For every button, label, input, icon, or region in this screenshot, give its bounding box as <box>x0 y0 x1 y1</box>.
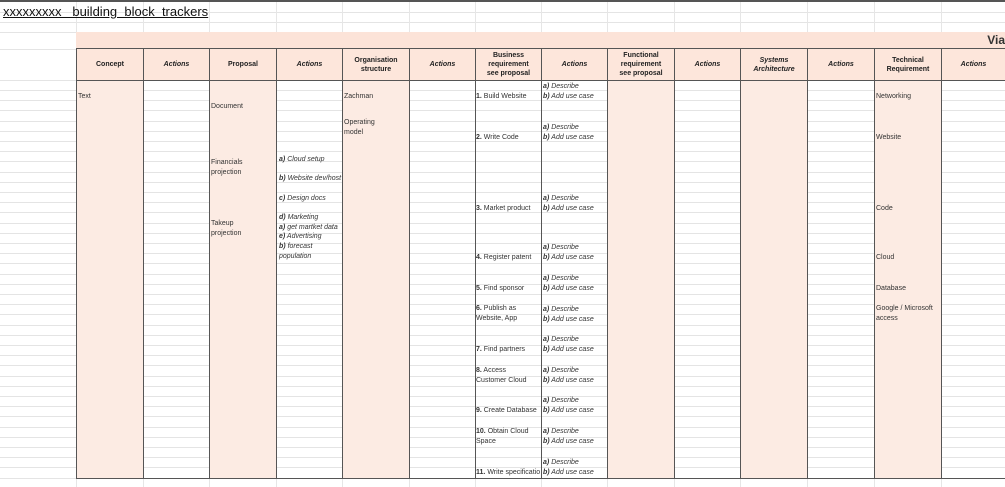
business-requirement-item[interactable]: 4. Register patent <box>476 254 532 261</box>
business-requirement-actions[interactable] <box>543 366 607 385</box>
action-item: a) Describe <box>543 124 579 131</box>
header-actions[interactable]: Actions <box>674 49 740 80</box>
action-item: a) Describe <box>543 306 579 313</box>
column-border <box>143 49 144 478</box>
technical-website[interactable]: Website <box>876 134 902 141</box>
action-item: b) Add use case <box>543 133 594 141</box>
header-actions[interactable]: Actions <box>807 49 874 80</box>
action-item: b) Add use case <box>543 92 594 100</box>
row-gridline <box>0 202 1005 203</box>
action-item: a) Describe <box>543 428 579 435</box>
header-business[interactable]: Business requirement see proposal <box>475 49 541 80</box>
action-item: a) Describe <box>543 195 579 202</box>
column-border <box>740 49 741 478</box>
technical-networking[interactable]: Networking <box>876 93 912 100</box>
row-gridline <box>0 274 1005 275</box>
row-gridline <box>0 416 1005 417</box>
row-gridline <box>0 396 1005 397</box>
header-systems[interactable]: Systems Architecture <box>740 49 807 80</box>
column-border <box>674 49 675 478</box>
header-proposal[interactable]: Proposal <box>209 49 276 80</box>
action-item: a) Describe <box>543 244 579 251</box>
business-requirement-item[interactable]: 1. Build Website <box>476 93 527 100</box>
business-requirement-item[interactable]: 3. Market product <box>476 205 531 212</box>
business-requirement-actions[interactable] <box>543 335 607 354</box>
action-item: b) Add use case <box>543 376 594 384</box>
header-technical[interactable]: Technical Requirement <box>874 49 941 80</box>
action-item: b) Add use case <box>543 406 594 414</box>
column-border <box>807 49 808 478</box>
proposal-document[interactable]: Document <box>211 103 243 110</box>
action-item: b) Website dev/host <box>279 175 342 183</box>
proposal-column-tint <box>210 80 276 478</box>
column-border <box>409 49 410 478</box>
row-gridline <box>0 294 1005 295</box>
concept-column-tint <box>77 80 143 478</box>
business-requirement-actions[interactable] <box>543 243 607 262</box>
row-gridline <box>0 233 1005 234</box>
action-item: a) Describe <box>543 397 579 404</box>
organisation-column-tint <box>343 80 409 478</box>
header-functional[interactable]: Functional requirement see proposal <box>607 49 674 80</box>
action-item: d) Marketing <box>279 213 319 221</box>
banner-row <box>76 32 1005 49</box>
row-gridline <box>0 172 1005 173</box>
organisation-zachman[interactable]: Zachman <box>344 93 374 100</box>
business-requirement-item[interactable]: 2. Write Code <box>476 134 519 141</box>
business-requirement-actions[interactable] <box>543 427 607 446</box>
banner-text: Via <box>987 33 1005 47</box>
business-requirement-actions[interactable] <box>543 274 607 293</box>
row-gridline <box>0 243 1005 244</box>
business-requirement-item[interactable]: 8. Access Customer Cloud <box>476 367 527 384</box>
proposal-takeup[interactable]: Takeup projection <box>211 220 242 237</box>
row-gridline <box>0 223 1005 224</box>
action-item: b) Add use case <box>543 468 594 476</box>
header-concept[interactable]: Concept <box>76 49 143 80</box>
row-gridline <box>0 151 1005 152</box>
column-border <box>76 49 77 478</box>
functional-column-tint <box>608 80 675 478</box>
header-actions[interactable]: Actions <box>276 49 342 80</box>
column-border <box>874 49 875 478</box>
action-item: b) Add use case <box>543 437 594 445</box>
action-item: b) Add use case <box>543 284 594 292</box>
header-organisation[interactable]: Organisation structure <box>342 49 409 80</box>
row-gridline <box>0 325 1005 326</box>
technical-cloud[interactable]: Cloud <box>876 254 895 261</box>
column-border <box>607 49 608 478</box>
business-requirement-item[interactable]: 11. Write specificatio <box>476 469 541 476</box>
row-gridline <box>0 90 1005 91</box>
organisation-operating-model[interactable]: Operating model <box>344 119 375 136</box>
column-border <box>941 49 942 478</box>
header-actions[interactable]: Actions <box>541 49 607 80</box>
concept-cell[interactable]: Text <box>78 93 91 100</box>
action-item: a) Cloud setup <box>279 155 325 163</box>
action-item: a) Describe <box>543 336 579 343</box>
header-actions[interactable]: Actions <box>409 49 475 80</box>
row-gridline <box>0 182 1005 183</box>
systems-column-tint <box>741 80 808 478</box>
row-gridline <box>0 22 1005 23</box>
row-gridline <box>0 447 1005 448</box>
business-requirement-actions[interactable] <box>543 82 607 101</box>
action-item: e) Advertising <box>279 233 322 241</box>
row-gridline <box>0 121 1005 122</box>
header-actions[interactable]: Actions <box>143 49 209 80</box>
action-item: b) Add use case <box>543 204 594 212</box>
action-item: a) Describe <box>543 83 579 90</box>
row-gridline <box>0 192 1005 193</box>
business-requirement-actions[interactable] <box>543 305 607 324</box>
row-gridline <box>0 131 1005 132</box>
row-gridline <box>0 457 1005 458</box>
top-border <box>0 0 1005 2</box>
action-item: b) Add use case <box>543 253 594 261</box>
action-item: c) Design docs <box>279 194 326 202</box>
table-bottom-border <box>76 478 1005 479</box>
column-border <box>209 49 210 478</box>
row-gridline <box>0 386 1005 387</box>
row-gridline <box>0 161 1005 162</box>
technical-google-microsoft[interactable]: Google / Microsoft access <box>876 305 933 322</box>
technical-code[interactable]: Code <box>876 205 893 212</box>
action-item: a) get martket data <box>279 223 338 231</box>
business-requirement-item[interactable]: 5. Find sponsor <box>476 285 525 292</box>
action-item: a) Describe <box>543 367 579 374</box>
header-actions[interactable]: Actions <box>941 49 1005 80</box>
business-requirement-item[interactable]: 10. Obtain Cloud Space <box>476 428 529 445</box>
business-requirement-actions[interactable] <box>543 458 607 477</box>
row-gridline <box>0 110 1005 111</box>
row-gridline <box>0 355 1005 356</box>
sheet-title[interactable]: xxxxxxxxx building block trackers <box>3 4 209 19</box>
business-requirement-item[interactable]: 9. Create Database <box>476 407 537 414</box>
technical-database[interactable]: Database <box>876 285 906 292</box>
action-item: a) Describe <box>543 459 579 466</box>
row-gridline <box>0 335 1005 336</box>
business-requirement-actions[interactable] <box>543 396 607 415</box>
business-requirement-actions[interactable] <box>543 123 607 142</box>
action-item: b) forecast population <box>279 243 313 260</box>
proposal-financials[interactable]: Financials projection <box>211 159 243 176</box>
takeup-actions[interactable] <box>279 213 343 271</box>
row-gridline <box>0 263 1005 264</box>
column-border <box>276 49 277 478</box>
action-item: a) Describe <box>543 275 579 282</box>
action-item: b) Add use case <box>543 345 594 353</box>
business-requirement-actions[interactable] <box>543 194 607 213</box>
action-item: b) Add use case <box>543 315 594 323</box>
business-requirement-item[interactable]: 7. Find partners <box>476 346 526 353</box>
business-requirement-item[interactable]: 6. Publish as Website, App <box>476 305 518 322</box>
